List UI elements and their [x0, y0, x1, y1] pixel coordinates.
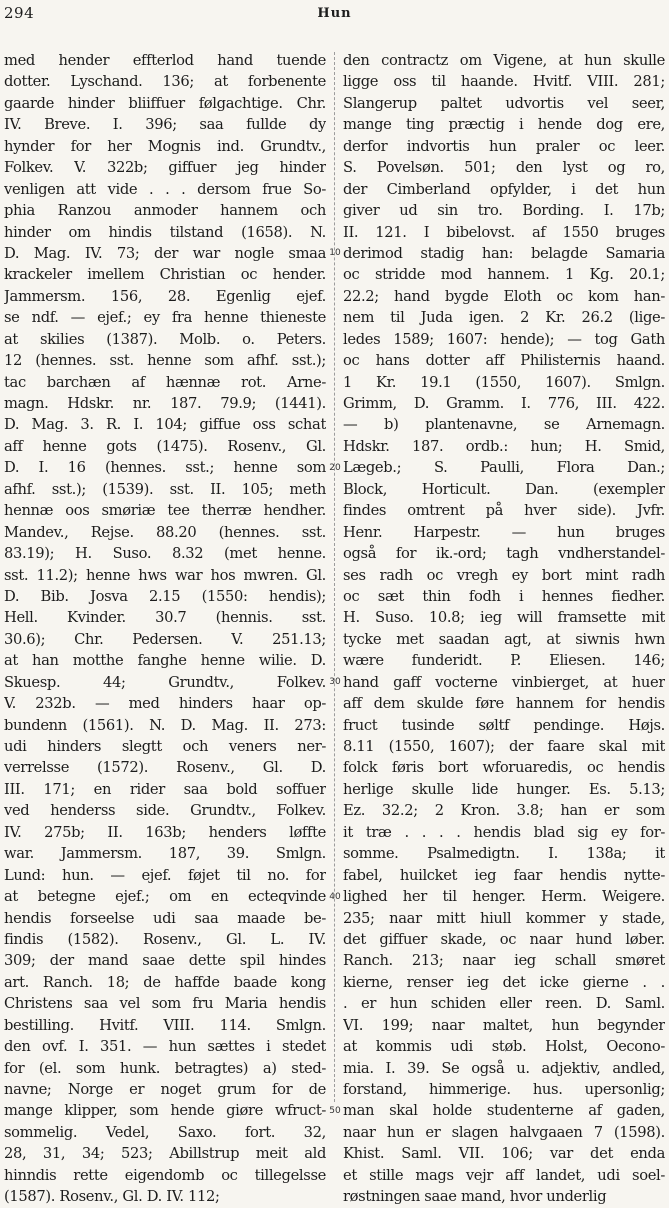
left-column-line: afhf. sst.); (1539). sst. II. 105; meth — [4, 480, 326, 498]
left-column-line: at betegne ejef.; om en ecteqvinde — [4, 888, 326, 906]
left-column-line: hinndis rette eigendomb oc tillegelsse — [4, 1166, 326, 1184]
right-column — [343, 50, 665, 1208]
left-column-line: udi hinders slegtt och veners ner- — [4, 738, 326, 755]
right-column-line: . er hun schiden eller reen. D. Saml. — [343, 995, 665, 1013]
left-column-line: hendis forseelse udi saa maade be- — [4, 909, 326, 927]
left-column-line: sommelig. Vedel, Saxo. fort. 32, — [4, 1123, 326, 1141]
right-column-line: der Cimberland opfylder, i det hun — [343, 180, 665, 198]
left-column-line: III. 171; en rider saa bold soffuer — [4, 780, 326, 798]
right-column-line: it træ . . . . hendis blad sig ey for- — [343, 823, 665, 841]
right-column-line: også for ik.-ord; tagh vndherstandel- — [343, 545, 665, 563]
left-column-line: for (el. som hunk. betragtes) a) sted- — [4, 1059, 326, 1077]
right-column-line: man skal holde studenterne af gaden, — [343, 1102, 665, 1120]
left-column-line: V. 232b. — med hinders haar op- — [4, 695, 326, 713]
right-column-line: at kommis udi støb. Holst, Oecono- — [343, 1038, 665, 1056]
left-column-line: D. Mag. IV. 73; der war nogle smaa — [4, 244, 326, 262]
right-column-line: nem til Juda igen. 2 Kr. 26.2 (lige- — [343, 309, 665, 327]
left-column — [4, 50, 326, 1208]
left-column-line: 30.6); Chr. Pedersen. V. 251.13; — [4, 630, 326, 648]
right-column-line: Hdskr. 187. ordb.: hun; H. Smid, — [343, 437, 665, 455]
right-column-line: mange ting præctig i hende dog ere, — [343, 116, 665, 134]
left-column-line: bundenn (1561). N. D. Mag. II. 273: — [4, 716, 326, 734]
left-column-line: D. Bib. Josva 2.15 (1550: hendis); — [4, 587, 326, 605]
right-column-line: fruct tusinde søltf pendinge. Højs. — [343, 716, 665, 734]
right-column-line: 1 Kr. 19.1 (1550, 1607). Smlgn. — [343, 373, 665, 391]
right-column-line: wære funderidt. P. Eliesen. 146; — [343, 652, 665, 670]
left-column-line: 309; der mand saae dette spil hindes — [4, 952, 326, 970]
left-column-line: findis (1582). Rosenv., Gl. L. IV. — [4, 930, 326, 948]
left-column-line: verrelsse (1572). Rosenv., Gl. D. — [4, 759, 326, 777]
left-column-line: 12 (hennes. sst. henne som afhf. sst.); — [4, 352, 326, 370]
left-column-line: magn. Hdskr. nr. 187. 79.9; (1441). — [4, 395, 326, 412]
left-column-line: bestilling. Hvitf. VIII. 114. Smlgn. — [4, 1016, 326, 1034]
left-column-line: D. Mag. 3. R. I. 104; giffue oss schat — [4, 416, 326, 434]
left-column-line: Hell. Kvinder. 30.7 (hennis. sst. — [4, 609, 326, 627]
left-column-line: mange klipper, som hende giøre wfruct- — [4, 1102, 326, 1120]
right-column-line: findes omtrent på hver side). Jvfr. — [343, 502, 665, 520]
left-column-line: Lund: hun. — ejef. føjet til no. for — [4, 866, 326, 884]
left-column-line: war. Jammersm. 187, 39. Smlgn. — [4, 845, 326, 863]
left-column-line: hynder for her Mognis ind. Grundtv., — [4, 137, 326, 155]
left-column-line: tac barchæn af hænnæ rot. Arne- — [4, 373, 326, 391]
right-column-line: 8.11 (1550, 1607); der faare skal mit — [343, 738, 665, 755]
left-column-line: (1587). Rosenv., Gl. D. IV. 112; — [4, 1188, 220, 1206]
right-column-line: den contractz om Vigene, at hun skulle — [343, 52, 665, 69]
left-column-line: at skilies (1387). Molb. o. Peters. — [4, 330, 326, 348]
right-column-line: Ranch. 213; naar ieg schall smøret — [343, 952, 665, 970]
left-column-line: Mandev., Rejse. 88.20 (hennes. sst. — [4, 523, 326, 541]
left-column-line: phia Ranzou anmoder hannem och — [4, 202, 326, 220]
right-column-line: tycke met saadan agt, at siwnis hwn — [343, 630, 665, 648]
right-column-line: giver ud sin tro. Bording. I. 17b; — [343, 202, 665, 220]
right-column-line: ses radh oc vregh ey bort mint radh — [343, 566, 665, 584]
left-column-line: venligen att vide . . . dersom frue So- — [4, 180, 326, 198]
left-column-line: sst. 11.2); henne hws war hos mwren. Gl. — [4, 566, 326, 584]
right-column-line: forstand, himmerige. hus. upersonlig; — [343, 1081, 665, 1098]
left-column-line: Christens saa vel som fru Maria hendis — [4, 995, 326, 1013]
right-column-line: kierne, renser ieg det icke gierne . . — [343, 973, 665, 991]
left-column-line: ved henderss side. Grundtv., Folkev. — [4, 802, 326, 820]
right-column-line: det giffuer skade, oc naar hund løber. — [343, 930, 665, 948]
left-column-line: navne; Norge er noget grum for de — [4, 1081, 326, 1098]
right-column-line: derfor indvortis hun praler oc leer. — [343, 137, 665, 155]
left-column-line: gaarde hinder bliiffuer følgachtige. Chr. — [4, 94, 326, 112]
left-column-line: D. I. 16 (hennes. sst.; henne som — [4, 459, 326, 477]
line-number-marker: 30 — [329, 677, 341, 688]
right-column-line: oc sæt thin fodh i hennes fiedher. — [343, 587, 665, 605]
running-head: Hun — [317, 6, 352, 21]
page-number: 294 — [4, 4, 35, 22]
right-column-line: VI. 199; naar maltet, hun begynder — [343, 1016, 665, 1034]
right-column-line: fabel, huilcket ieg faar hendis nytte- — [343, 866, 665, 884]
right-column-line: mia. I. 39. Se også u. adjektiv, andled, — [343, 1059, 665, 1077]
right-column-line: røstningen saae mand, hvor underlig — [343, 1188, 607, 1206]
left-column-line: Skuesp. 44; Grundtv., Folkev. — [4, 673, 326, 691]
right-column-line: 235; naar mitt hiull kommer y stade, — [343, 909, 665, 927]
right-column-line: Khist. Saml. VII. 106; var det enda — [343, 1145, 665, 1163]
left-column-line: aff henne gots (1475). Rosenv., Gl. — [4, 437, 326, 455]
right-column-line: H. Suso. 10.8; ieg will framsette mit — [343, 609, 665, 627]
right-column-line: S. Povelsøn. 501; den lyst og ro, — [343, 159, 665, 177]
left-column-line: hinder om hindis tilstand (1658). N. — [4, 223, 326, 241]
right-column-line: somme. Psalmedigtn. I. 138a; it — [343, 845, 665, 863]
line-number-marker: 50 — [329, 1106, 341, 1117]
left-column-line: med hender effterlod hand tuende — [4, 52, 326, 69]
right-column-line: folck føris bort wforuaredis, oc hendis — [343, 759, 665, 777]
right-column-line: aff dem skulde føre hannem for hendis — [343, 695, 665, 713]
right-column-line: oc stridde mod hannem. 1 Kg. 20.1; — [343, 266, 665, 284]
right-column-line: Slangerup paltet udvortis vel seer, — [343, 94, 665, 112]
right-column-line: Grimm, D. Gramm. I. 776, III. 422. — [343, 395, 665, 412]
left-column-line: IV. Breve. I. 396; saa fullde dy — [4, 116, 326, 134]
left-column-line: Folkev. V. 322b; giffuer jeg hinder — [4, 159, 326, 177]
page-header — [4, 4, 665, 24]
left-column-line: 28, 31, 34; 523; Abillstrup meit ald — [4, 1145, 326, 1163]
right-column-line: oc hans dotter aff Philisternis haand. — [343, 352, 665, 370]
left-column-line: IV. 275b; II. 163b; henders løffte — [4, 823, 326, 841]
line-number-marker: 40 — [329, 891, 341, 902]
right-column-line: — b) plantenavne, se Arnemagn. — [343, 416, 665, 434]
left-column-line: hennæ oos smøriæ tee therræ hendher. — [4, 502, 326, 520]
right-column-line: II. 121. I bibelovst. af 1550 bruges — [343, 223, 665, 241]
line-number-marker: 10 — [329, 248, 341, 259]
right-column-line: Ez. 32.2; 2 Kron. 3.8; han er som — [343, 802, 665, 820]
left-column-line: Jammersm. 156, 28. Egenlig ejef. — [4, 287, 326, 305]
left-column-line: krackeler imellem Christian oc hender. — [4, 266, 326, 284]
column-divider — [334, 52, 336, 1102]
right-column-line: Henr. Harpestr. — hun bruges — [343, 523, 665, 541]
right-column-line: naar hun er slagen halvgaaen 7 (1598). — [343, 1123, 665, 1141]
right-column-line: ligge oss til haande. Hvitf. VIII. 281; — [343, 73, 665, 91]
right-column-line: ledes 1589; 1607: hende); — tog Gath — [343, 330, 665, 348]
left-column-line: art. Ranch. 18; de haffde baade kong — [4, 973, 326, 991]
left-column-line: dotter. Lyschand. 136; at forbenente — [4, 73, 326, 91]
left-column-line: den ovf. I. 351. — hun sættes i stedet — [4, 1038, 326, 1056]
left-column-line: se ndf. — ejef.; ey fra henne thieneste — [4, 309, 326, 327]
left-column-line: at han motthe fanghe henne wilie. D. — [4, 652, 326, 670]
right-column-line: 22.2; hand bygde Eloth oc kom han- — [343, 287, 665, 305]
right-column-line: herlige skulle lide hunger. Es. 5.13; — [343, 780, 665, 798]
right-column-line: et stille mags vejr aff landet, udi soel- — [343, 1166, 665, 1184]
left-column-line: 83.19); H. Suso. 8.32 (met henne. — [4, 545, 326, 563]
right-column-line: hand gaff vocterne vinbierget, at huer — [343, 673, 665, 691]
right-column-line: lighed her til henger. Herm. Weigere. — [343, 888, 665, 906]
right-column-line: Lægeb.; S. Paulli, Flora Dan.; — [343, 459, 665, 477]
line-number-marker: 20 — [329, 462, 341, 473]
right-column-line: Block, Horticult. Dan. (exempler — [343, 480, 665, 498]
right-column-line: derimod stadig han: belagde Samaria — [343, 244, 665, 262]
